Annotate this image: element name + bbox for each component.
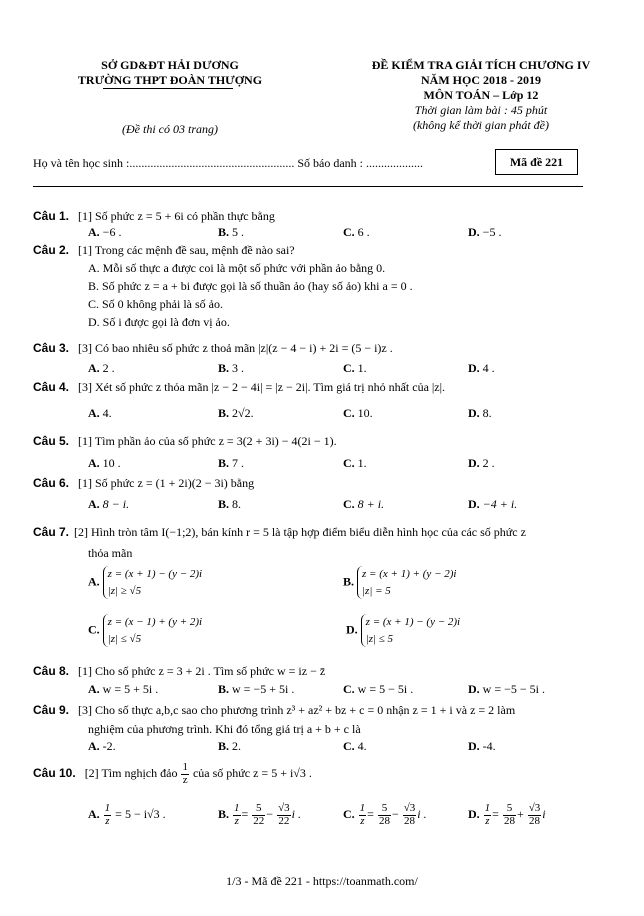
question-text: [1] Tìm phần ảo của số phức z = 3(2 + 3i) − 4(2i − 1). xyxy=(78,434,337,448)
page-footer: 1/3 - Mã đề 221 - https://toanmath.com/ xyxy=(226,874,418,888)
question-text: [3] Có bao nhiêu số phức z thoả mãn |z|(z − 4 − i) + 2i = (5 − i)z . xyxy=(78,341,393,355)
question-10 xyxy=(33,762,312,786)
school-year: NĂM HỌC 2018 - 2019 xyxy=(421,73,541,87)
q9-option-a: A. -2. xyxy=(88,739,116,753)
q2-statement-d: D. Số i được gọi là đơn vị ảo. xyxy=(88,315,230,329)
equation-system: z = (x − 1) + (y + 2)i |z| ≤ √5 xyxy=(103,614,202,647)
question-9 xyxy=(33,703,515,718)
school-name: TRƯỜNG THPT ĐOÀN THƯỢNG xyxy=(77,73,263,87)
subject: MÔN TOÁN – Lớp 12 xyxy=(423,88,539,102)
header-right xyxy=(340,58,622,133)
q9-option-b: B. 2. xyxy=(218,739,242,753)
question-9-cont: nghiệm của phương trình. Khi đó tổng giá trị a + b + c là xyxy=(88,722,361,736)
fraction: $\frac{5}{28}$ xyxy=(503,802,515,827)
q4-option-c: C. 10. xyxy=(343,406,373,420)
question-label: Câu 3. xyxy=(33,341,70,355)
exam-code-box xyxy=(495,149,578,175)
q2-statement-b: B. Số phức z = a + bi được gọi là số thuần ảo (hay số ảo) khi a = 0 . xyxy=(88,279,413,293)
q5-option-a: A. 10 . xyxy=(88,456,121,470)
q10-option-d: D. $\frac{1}{z}$ = $\frac{5}{28}$ + $\frac{√3}{28}$ i xyxy=(468,802,546,827)
question-5 xyxy=(33,434,337,449)
time-limit: Thời gian làm bài : 45 phút xyxy=(414,103,548,117)
question-text: [1] Trong các mệnh đề sau, mệnh đề nào sai? xyxy=(78,243,295,257)
equation-system: z = (x + 1) − (y − 2)i |z| ≥ √5 xyxy=(103,566,202,599)
q6-option-a: A. 8 − i. xyxy=(88,497,130,511)
q4-option-a: A. 4. xyxy=(88,406,112,420)
question-text-tail: của số phức z = 5 + i√3 . xyxy=(192,765,312,780)
question-text: [2] Tìm nghịch đảo xyxy=(84,765,178,780)
q1-option-a: A. −6 . xyxy=(88,225,122,239)
question-1 xyxy=(33,209,275,224)
q6-option-c: C. 8 + i. xyxy=(343,497,385,511)
equation-system: z = (x + 1) + (y − 2)i |z| = 5 xyxy=(357,566,456,599)
q7-option-b: B. z = (x + 1) + (y − 2)i |z| = 5 xyxy=(343,566,456,599)
department-name: SỞ GD&ĐT HẢI DƯƠNG xyxy=(101,58,239,72)
question-label: Câu 7. xyxy=(33,525,70,539)
q4-option-b: B. 2√2. xyxy=(218,406,254,420)
fraction: $\frac{√3}{22}$ xyxy=(278,802,290,827)
question-4 xyxy=(33,380,445,395)
fraction: $\frac{1}{z}$ xyxy=(104,802,111,827)
q5-option-b: B. 7 . xyxy=(218,456,245,470)
question-8 xyxy=(33,664,325,679)
q10-option-a: A. $\frac{1}{z}$ = 5 − i√3 . xyxy=(88,802,166,827)
q6-option-b: B. 8. xyxy=(218,497,242,511)
pages-note: (Đề thi có 03 trang) xyxy=(122,122,218,136)
q3-option-a: A. 2 . xyxy=(88,361,115,375)
q9-option-c: C. 4. xyxy=(343,739,367,753)
exam-title: ĐỀ KIỂM TRA GIẢI TÍCH CHƯƠNG IV xyxy=(371,58,591,72)
q7-option-d: D. z = (x + 1) − (y − 2)i |z| ≤ 5 xyxy=(346,614,460,647)
question-text: [1] Số phức z = (1 + 2i)(2 − 3i) bằng xyxy=(78,476,255,490)
q5-option-d: D. 2 . xyxy=(468,456,495,470)
q10-option-b: B. $\frac{1}{z}$ = $\frac{5}{22}$ − $\frac{√3}{22}$ i . xyxy=(218,802,301,827)
q2-statement-a: A. Mỗi số thực a được coi là một số phức với phần ảo bằng 0. xyxy=(88,261,386,275)
q5-option-c: C. 1. xyxy=(343,456,367,470)
question-label: Câu 5. xyxy=(33,434,70,448)
q6-option-d: D. −4 + i. xyxy=(468,497,518,511)
question-3 xyxy=(33,341,393,356)
q3-option-b: B. 3 . xyxy=(218,361,245,375)
question-7 xyxy=(33,525,526,540)
q10-option-c: C. $\frac{1}{z}$ = $\frac{5}{28}$ − $\frac{√3}{28}$ i . xyxy=(343,802,427,827)
fraction: $\frac{5}{28}$ xyxy=(378,802,390,827)
header-left xyxy=(60,58,280,88)
q1-option-b: B. 5 . xyxy=(218,225,245,239)
q2-statement-c: C. Số 0 không phải là số ảo. xyxy=(88,297,223,311)
question-text: [1] Số phức z = 5 + 6i có phần thực bằng xyxy=(78,209,275,223)
question-label: Câu 9. xyxy=(33,703,70,717)
q1-option-c: C. 6 . xyxy=(343,225,370,239)
question-text: [1] Cho số phức z = 3 + 2i . Tìm số phức w = iz − z̄ xyxy=(78,664,326,678)
exam-code: Mã đề 221 xyxy=(509,155,564,169)
question-label: Câu 8. xyxy=(33,664,70,678)
question-7-cont: thỏa mãn xyxy=(88,546,133,560)
equation-system: z = (x + 1) − (y − 2)i |z| ≤ 5 xyxy=(361,614,460,647)
fraction: $\frac{1}{z}$ xyxy=(182,761,188,786)
fraction: $\frac{√3}{28}$ xyxy=(403,802,416,827)
question-label: Câu 6. xyxy=(33,476,70,490)
fraction: $\frac{5}{22}$ xyxy=(253,802,265,827)
question-label: Câu 10. xyxy=(33,765,76,780)
fraction: $\frac{1}{z}$ xyxy=(234,802,240,827)
q9-option-d: D. -4. xyxy=(468,739,496,753)
question-label: Câu 4. xyxy=(33,380,70,394)
q1-option-d: D. −5 . xyxy=(468,225,502,239)
question-text: [2] Hình tròn tâm I(−1;2), bán kính r = 5 là tập hợp điểm biểu diễn hình học của các số phức z xyxy=(74,525,526,539)
q8-option-b: B. w = −5 + 5i . xyxy=(218,682,295,696)
q7-option-c: C. z = (x − 1) + (y + 2)i |z| ≤ √5 xyxy=(88,614,202,647)
question-2 xyxy=(33,243,295,258)
question-text: [3] Xét số phức z thỏa mãn |z − 2 − 4i| = |z − 2i|. Tìm giá trị nhỏ nhất của |z|. xyxy=(78,380,446,394)
question-text: [3] Cho số thực a,b,c sao cho phương trình z³ + az² + bz + c = 0 nhận z = 1 + i và z = 2 làm xyxy=(78,703,516,717)
fraction: $\frac{1}{z}$ xyxy=(484,802,491,827)
school-underline xyxy=(103,88,233,89)
q3-option-c: C. 1. xyxy=(343,361,367,375)
time-note: (không kể thời gian phát đề) xyxy=(412,118,550,132)
q8-option-c: C. w = 5 − 5i . xyxy=(343,682,414,696)
q8-option-d: D. w = −5 − 5i . xyxy=(468,682,545,696)
q4-option-d: D. 8. xyxy=(468,406,492,420)
student-info-line: Họ và tên học sinh :....................................................... Số báo danh : ................... xyxy=(33,156,423,170)
q3-option-d: D. 4 . xyxy=(468,361,495,375)
question-label: Câu 1. xyxy=(33,209,70,223)
header-divider xyxy=(33,186,583,187)
question-6 xyxy=(33,476,254,491)
q7-option-a: A. z = (x + 1) − (y − 2)i |z| ≥ √5 xyxy=(88,566,202,599)
fraction: $\frac{1}{z}$ xyxy=(359,802,366,827)
q8-option-a: A. w = 5 + 5i . xyxy=(88,682,159,696)
question-label: Câu 2. xyxy=(33,243,70,257)
fraction: $\frac{√3}{28}$ xyxy=(528,802,541,827)
